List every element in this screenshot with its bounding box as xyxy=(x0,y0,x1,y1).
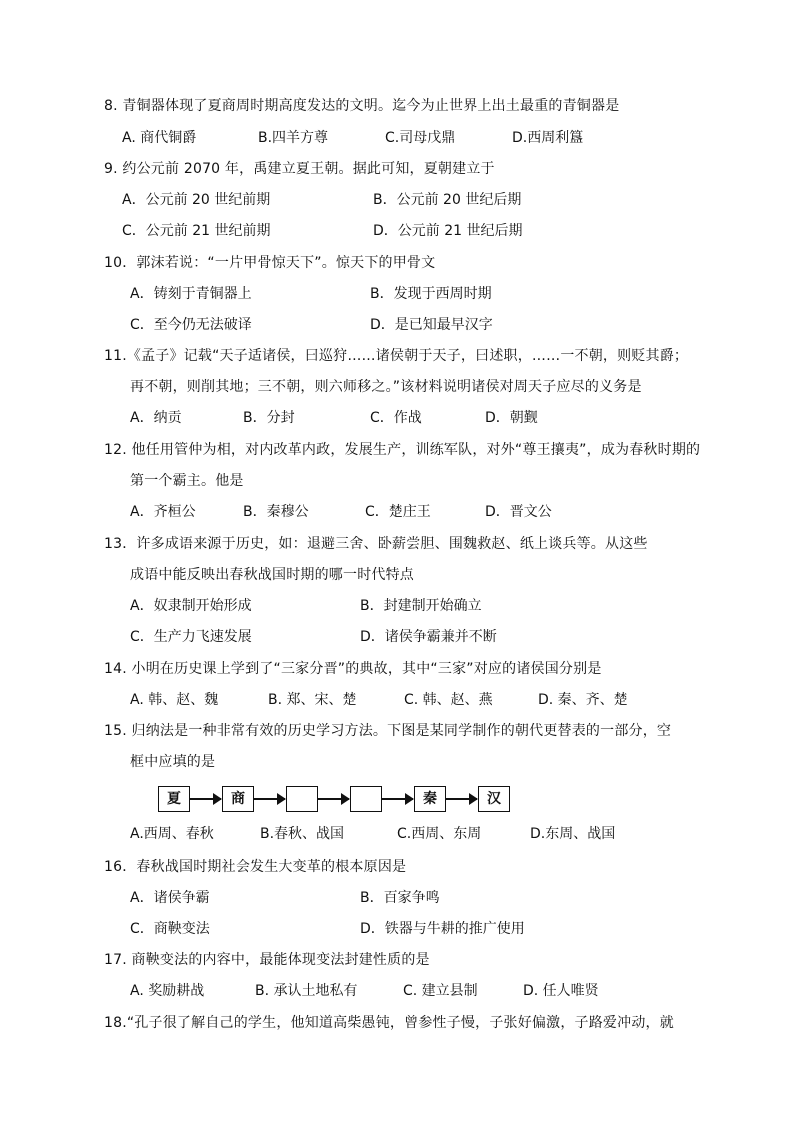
question-17-option-c: C. 建立县制 xyxy=(403,983,478,999)
arrow-icon xyxy=(318,798,349,800)
question-17-option-b: B. 承认土地私有 xyxy=(255,983,358,999)
question-10-option-a: A．铸刻于青铜器上 xyxy=(130,286,252,302)
question-12-option-a: A．齐桓公 xyxy=(130,504,196,520)
question-11-option-d: D．朝觐 xyxy=(485,410,538,426)
question-18-stem: 18.“孔子很了解自己的学生，他知道高柴愚钝，曾参性子慢，子张好偏激，子路爱冲动，就 xyxy=(104,1015,674,1031)
question-11-stem-line-2: 再不朝，则削其地；三不朝，则六师移之。”该材料说明诸侯对周天子应尽的义务是 xyxy=(130,379,642,395)
question-13-stem-line-2: 成语中能反映出春秋战国时期的哪一时代特点 xyxy=(130,567,414,583)
question-9-stem: 9. 约公元前 2070 年，禹建立夏王朝。据此可知，夏朝建立于 xyxy=(104,161,495,177)
question-17-stem: 17. 商鞅变法的内容中，最能体现变法封建性质的是 xyxy=(104,952,430,968)
question-8-option-d: D.西周利簋 xyxy=(512,130,584,146)
question-8-stem: 8. 青铜器体现了夏商周时期高度发达的文明。迄今为止世界上出土最重的青铜器是 xyxy=(104,98,620,114)
dynasty-box-xia: 夏 xyxy=(158,786,190,812)
question-16-stem: 16．春秋战国时期社会发生大变革的根本原因是 xyxy=(104,859,407,875)
dynasty-box-blank-1 xyxy=(286,786,318,812)
question-10-stem: 10．郭沫若说：“一片甲骨惊天下”。惊天下的甲骨文 xyxy=(104,255,436,271)
question-13-stem-line-1: 13．许多成语来源于历史，如：退避三舍、卧薪尝胆、围魏救赵、纸上谈兵等。从这些 xyxy=(104,536,648,552)
question-11-option-b: B．分封 xyxy=(243,410,295,426)
question-9-option-c: C．公元前 21 世纪前期 xyxy=(122,223,271,239)
question-17-option-a: A. 奖励耕战 xyxy=(130,983,205,999)
question-15-option-b: B.春秋、战国 xyxy=(260,826,345,842)
question-15-option-a: A.西周、春秋 xyxy=(130,826,214,842)
question-15-stem-line-1: 15. 归纳法是一种非常有效的历史学习方法。下图是某同学制作的朝代更替表的一部分，空 xyxy=(104,723,672,739)
question-17-option-d: D. 任人唯贤 xyxy=(523,983,599,999)
arrow-icon xyxy=(190,798,221,800)
question-8-option-b: B.四羊方尊 xyxy=(258,130,329,146)
question-11-stem-line-1: 11.《孟子》记载“天子适诸侯，曰巡狩……诸侯朝于天子，曰述职，……一不朝，则贬其爵； xyxy=(104,348,689,364)
question-15-option-d: D.东周、战国 xyxy=(530,826,616,842)
question-9-option-d: D．公元前 21 世纪后期 xyxy=(373,223,523,239)
question-9-option-b: B．公元前 20 世纪后期 xyxy=(373,192,522,208)
question-13-option-d: D．诸侯争霸兼并不断 xyxy=(360,629,497,645)
question-8-option-a: A. 商代铜爵 xyxy=(122,130,197,146)
question-12-stem-line-2: 第一个霸主。他是 xyxy=(130,473,244,489)
question-16-option-b: B．百家争鸣 xyxy=(360,890,440,906)
question-10-option-d: D．是已知最早汉字 xyxy=(370,317,493,333)
question-9-option-a: A．公元前 20 世纪前期 xyxy=(122,192,271,208)
question-14-option-b: B. 郑、宋、楚 xyxy=(268,692,357,708)
question-16-option-d: D．铁器与牛耕的推广使用 xyxy=(360,921,525,937)
question-12-option-d: D．晋文公 xyxy=(485,504,552,520)
question-13-option-c: C．生产力飞速发展 xyxy=(130,629,252,645)
question-14-stem: 14. 小明在历史课上学到了“三家分晋”的典故，其中“三家”对应的诸侯国分别是 xyxy=(104,661,602,677)
dynasty-box-shang: 商 xyxy=(222,786,254,812)
question-15-stem-line-2: 框中应填的是 xyxy=(130,754,216,770)
question-16-option-c: C．商鞅变法 xyxy=(130,921,210,937)
question-14-option-c: C. 韩、赵、燕 xyxy=(404,692,493,708)
arrow-icon xyxy=(446,798,477,800)
dynasty-box-qin: 秦 xyxy=(414,786,446,812)
arrow-icon xyxy=(254,798,285,800)
question-12-option-b: B．秦穆公 xyxy=(243,504,309,520)
question-10-option-c: C．至今仍无法破译 xyxy=(130,317,252,333)
question-11-option-c: C．作战 xyxy=(370,410,422,426)
question-12-option-c: C．楚庄王 xyxy=(365,504,431,520)
question-10-option-b: B．发现于西周时期 xyxy=(370,286,492,302)
question-14-option-a: A. 韩、赵、魏 xyxy=(130,692,219,708)
arrow-icon xyxy=(382,798,413,800)
dynasty-box-han: 汉 xyxy=(478,786,510,812)
question-13-option-b: B．封建制开始确立 xyxy=(360,598,482,614)
question-12-stem-line-1: 12. 他任用管仲为相，对内改革内政，发展生产，训练军队，对外“尊王攘夷”，成为春秋时期的 xyxy=(104,442,701,458)
dynasty-box-blank-2 xyxy=(350,786,382,812)
question-11-option-a: A．纳贡 xyxy=(130,410,182,426)
question-15-option-c: C.西周、东周 xyxy=(397,826,482,842)
question-13-option-a: A．奴隶制开始形成 xyxy=(130,598,252,614)
question-8-option-c: C.司母戊鼎 xyxy=(385,130,456,146)
question-14-option-d: D. 秦、齐、楚 xyxy=(538,692,628,708)
dynasty-sequence-diagram xyxy=(158,786,518,814)
question-16-option-a: A．诸侯争霸 xyxy=(130,890,210,906)
